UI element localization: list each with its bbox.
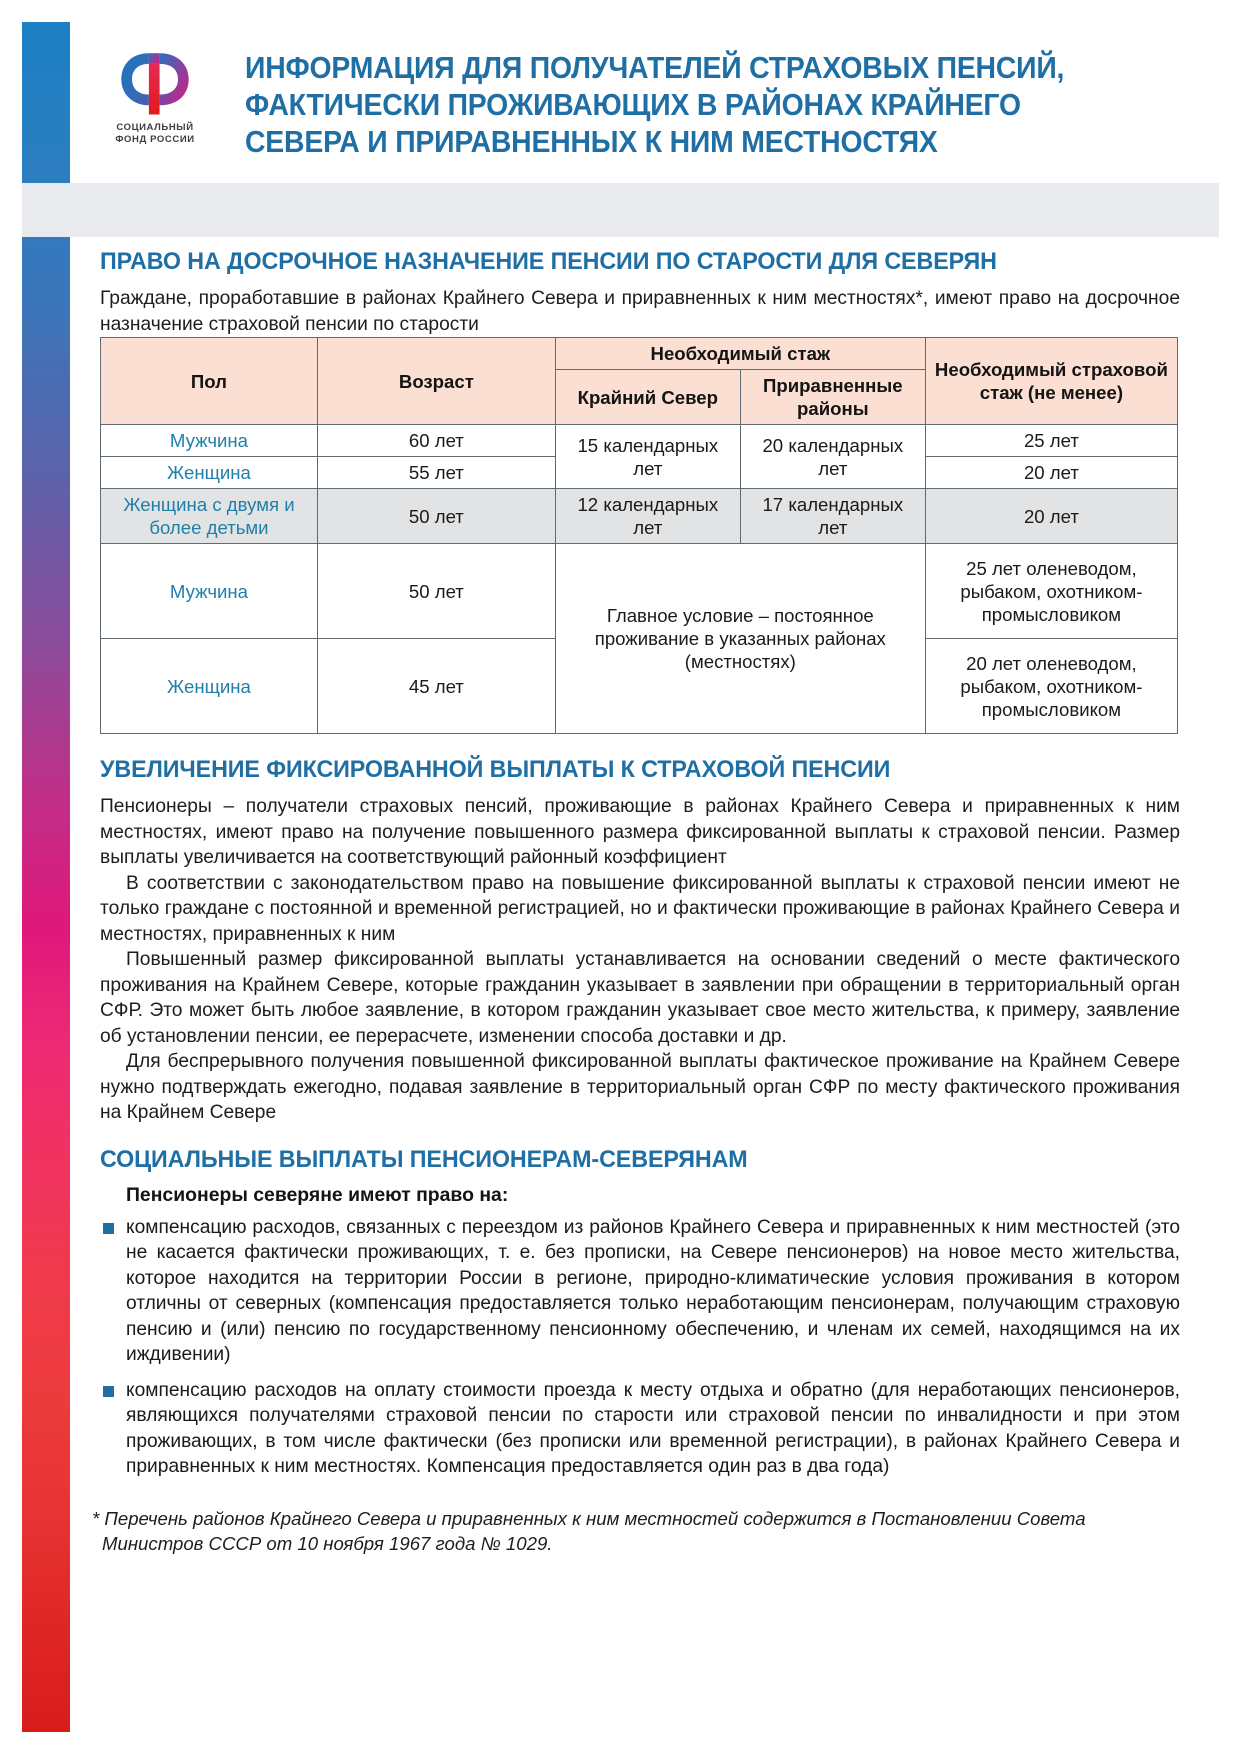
th-insurance-experience: Необходимый страховой стаж (не менее) — [925, 338, 1177, 425]
table-body — [101, 425, 1178, 734]
document-header — [70, 22, 1219, 177]
table-header-row-1 — [101, 338, 1178, 370]
logo-line-1: СОЦИАЛЬНЫЙ — [116, 122, 194, 133]
document-body — [92, 248, 1180, 1556]
cell-age: 50 лет — [317, 489, 555, 544]
list-item — [100, 1215, 1180, 1368]
sfr-logo — [100, 44, 210, 146]
cell-age: 55 лет — [317, 457, 555, 489]
th-gender: Пол — [101, 338, 318, 425]
cell-insurance: 20 лет оленеводом, рыбаком, охотником-промысловиком — [925, 639, 1177, 734]
cell-equated: 17 календарных лет — [740, 489, 925, 544]
left-gradient-bar — [22, 22, 70, 1732]
th-far-north: Крайний Север — [555, 370, 740, 425]
cell-age: 45 лет — [317, 639, 555, 734]
pension-requirements-table — [100, 337, 1178, 734]
bullet-square-icon — [103, 1223, 114, 1234]
social-payments-list — [100, 1215, 1180, 1480]
sfr-logo-mark — [116, 44, 194, 116]
cell-far-north: 15 календарных лет — [555, 425, 740, 489]
section1-intro: Граждане, проработавшие в районах Крайнего Севера и приравненных к ним местностях*, имеют право на досрочное назначение страховой пенсии по старости — [100, 288, 1180, 335]
table-head — [101, 338, 1178, 425]
cell-gender: Мужчина — [101, 544, 318, 639]
list-item-text: компенсацию расходов на оплату стоимости проезда к месту отдыха и обратно (для неработающих пенсионеров, являющихся получателями страховой пенсии по старости или страховой пенсии по инвалидности и при этом проживающих, в том числе фактически (без прописки или временной регистрации), в районах Крайнего Севера и приравненных к ним местностях. Компенсация предоставляется один раз в два года) — [126, 1379, 1180, 1477]
th-equated-areas: Приравненные районы — [740, 370, 925, 425]
table-row — [101, 425, 1178, 457]
th-required-experience: Необходимый стаж — [555, 338, 925, 370]
table-row — [101, 489, 1178, 544]
section2-paragraph: Для беспрерывного получения повышенной фиксированной выплаты фактическое проживание на Крайнем Севере нужно подтверждать ежегодно, подавая заявление в территориальный орган СФР по месту фактического проживания на Крайнем Севере — [100, 1051, 1180, 1123]
section-heading-fixed-payment: УВЕЛИЧЕНИЕ ФИКСИРОВАННОЙ ВЫПЛАТЫ К СТРАХОВОЙ ПЕНСИИ — [100, 756, 891, 783]
cell-insurance: 25 лет оленеводом, рыбаком, охотником-промысловиком — [925, 544, 1177, 639]
section-heading-social-payments: СОЦИАЛЬНЫЕ ВЫПЛАТЫ ПЕНСИОНЕРАМ-СЕВЕРЯНАМ — [100, 1145, 748, 1173]
header-divider-band — [22, 183, 1219, 237]
logo-wordmark — [100, 122, 210, 146]
logo-line-2: ФОНД РОССИИ — [115, 134, 195, 145]
section2-paragraph: Повышенный размер фиксированной выплаты устанавливается на основании сведений о месте фактического проживания на Крайнем Севере, которые гражданин указывает в заявлении при обращении в территориальный орган СФР. Это может быть любое заявление, в котором гражданин указывает свое место жительства, к примеру, заявление об установлении пенсии, ее перерасчете, изменении способа доставки и др. — [100, 949, 1180, 1047]
page-title: ИНФОРМАЦИЯ ДЛЯ ПОЛУЧАТЕЛЕЙ СТРАХОВЫХ ПЕНСИЙ, ФАКТИЧЕСКИ ПРОЖИВАЮЩИХ В РАЙОНАХ КРАЙНЕГО СЕВЕРА И ПРИРАВНЕННЫХ К НИМ МЕСТНОСТЯХ — [245, 51, 1065, 159]
footnote: * Перечень районов Крайнего Севера и приравненных к ним местностей содержится в Постановлении Совета Министров СССР от 10 ноября 1967 года № 1029. — [92, 1507, 1086, 1554]
cell-insurance: 20 лет — [925, 489, 1177, 544]
cell-main-condition: Главное условие – постоянное проживание в указанных районах (местностях) — [555, 544, 925, 734]
cell-age: 60 лет — [317, 425, 555, 457]
cell-gender: Женщина — [101, 457, 318, 489]
cell-age: 50 лет — [317, 544, 555, 639]
cell-gender: Мужчина — [101, 425, 318, 457]
bullet-square-icon — [103, 1386, 114, 1397]
cell-gender: Женщина — [101, 639, 318, 734]
cell-far-north: 12 календарных лет — [555, 489, 740, 544]
section3-lead: Пенсионеры северяне имеют право на: — [126, 1183, 509, 1206]
section2-paragraphs — [100, 794, 1180, 1126]
list-item — [100, 1378, 1180, 1480]
section-heading-early-retirement: ПРАВО НА ДОСРОЧНОЕ НАЗНАЧЕНИЕ ПЕНСИИ ПО СТАРОСТИ ДЛЯ СЕВЕРЯН — [100, 248, 997, 275]
th-age: Возраст — [317, 338, 555, 425]
list-item-text: компенсацию расходов, связанных с переездом из районов Крайнего Севера и приравненных к ним местностей (это не касается фактически проживающих, т. е. без прописки, на Севере пенсионеров) на новое место жительства, которое находится на территории России в регионе, природно-климатические условия проживания в котором отличны от северных (компенсация предоставляется только неработающим пенсионерам, получающим страховую пенсию и (или) пенсию по государственному пенсионному обеспечению, и членам их семей, находящимся на их иждивении) — [126, 1216, 1180, 1365]
cell-gender: Женщина с двумя и более детьми — [101, 489, 318, 544]
table-row — [101, 544, 1178, 639]
cell-equated: 20 календарных лет — [740, 425, 925, 489]
cell-insurance: 20 лет — [925, 457, 1177, 489]
section2-paragraph: В соответствии с законодательством право на повышение фиксированной выплаты к страховой пенсии имеют не только граждане с постоянной и временной регистрацией, но и фактически проживающие в районах Крайнего Севера и местностях, приравненных к ним — [100, 872, 1180, 945]
section2-paragraph: Пенсионеры – получатели страховых пенсий, проживающие в районах Крайнего Севера и приравненных к ним местностях, имеют право на получение повышенного размера фиксированной выплаты к страховой пенсии. Размер выплаты увеличивается на соответствующий районный коэффициент — [100, 796, 1180, 868]
cell-insurance: 25 лет — [925, 425, 1177, 457]
